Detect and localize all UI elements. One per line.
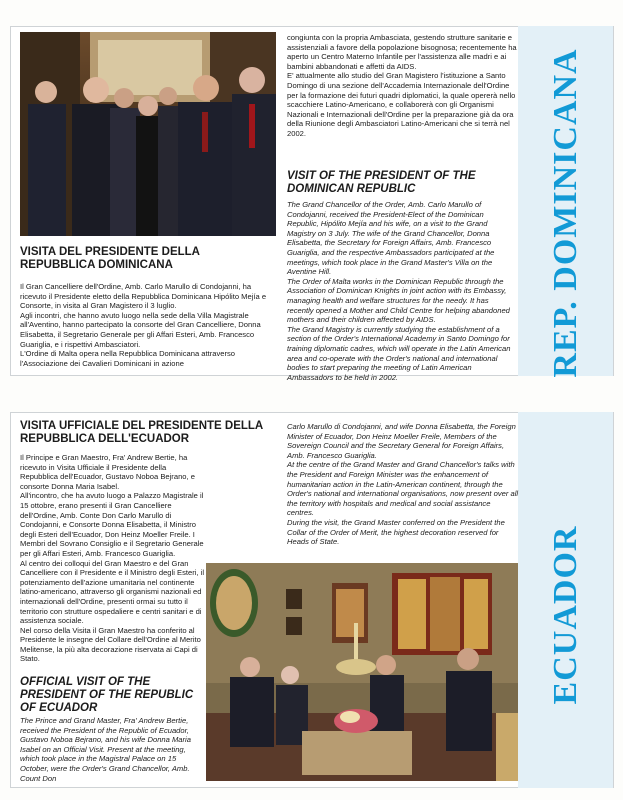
- paragraph: The Order of Malta works in the Dominican Republic through the Association of Dominican Knights in joint action with its Embassy, managing health and welfare structures for the needy. It has recently opened a Mother and Child Centre for helping abandoned mothers and their children affected by AIDS.: [287, 276, 510, 325]
- paragraph: The Grand Magistry is currently studying the establishment of a section of the Order's International Academy in Santo Domingo for training diplomatic cadres, which will operate in the Latin American area and co-operate with the Order's national and international bodies to start preparing the meeting of Latin American Ambassadors to be held in 2002.: [287, 324, 511, 382]
- paragraph: The Prince and Grand Master, Fra' Andrew Bertie, received the President of the Republic of Ecuador, Gustavo Noboa Bejrano, and his wife Donna Maria Isabel on an Official Visit. Present at the meeting, which took place in the Magistral Palace on 15 October, were the Order's Grand Chancellor, Amb. Count Don: [20, 716, 191, 783]
- paragraph: All'incontro, che ha avuto luogo a Palazzo Magistrale il 15 ottobre, erano presenti il Gran Cancelliere dell'Ordine, Amb. Conte Don Carlo Marullo di Condojanni, e Consorte Donna Elisabetta, il Ministro degli Esteri dell'Ecuador, Don Heinz Moeller Freile. I Membri del Sovrano Consiglio e il Segretario Generale per gli Affari Esteri, Amb. Francesco Guariglia.: [20, 491, 204, 558]
- dominican-english-title: VISIT OF THE PRESIDENT OF THE DOMINICAN REPUBLIC: [287, 170, 476, 195]
- ecuador-meeting-photo: [206, 563, 518, 781]
- ecuador-italian-title: VISITA UFFICIALE DEL PRESIDENTE DELLA REPUBBLICA DELL'ECUADOR: [20, 420, 263, 445]
- ecuador-english-body: [20, 716, 204, 783]
- paragraph: L'Ordine di Malta opera nella Repubblica Dominicana attraverso l'Associazione dei Cavalieri Dominicani in azione: [20, 349, 236, 368]
- paragraph: During the visit, the Grand Master conferred on the President the Collar of the Order of Merit, the highest decoration reserved for Heads of State.: [287, 517, 505, 547]
- dominican-italian-continued: [287, 33, 517, 139]
- paragraph: Carlo Marullo di Condojanni, and wife Donna Elisabetta, the Foreign Minister of Ecuador, Don Heinz Moeller Freile, Members of the Sovereign Council and the Secretary General for Foreign Affairs, Amb. Francesco Guariglia.: [287, 422, 516, 460]
- dominican-english-body: [287, 200, 517, 382]
- dominican-italian-title: VISITA DEL PRESIDENTE DELLA REPUBBLICA DOMINICANA: [20, 246, 200, 271]
- paragraph: Nel corso della Visita il Gran Maestro ha conferito al Presidente le insegne del Collare dell'Ordine al Merito Melitense, la più alta decorazione riservata ai Capi di Stato.: [20, 625, 201, 664]
- dominican-group-photo: [20, 32, 276, 236]
- paragraph: Il Gran Cancelliere dell'Ordine, Amb. Carlo Marullo di Condojanni, ha ricevuto il Presidente eletto della Repubblica Dominicana Hipólito Mejía e Consorte, in visita al Gran Magistero il 3 luglio.: [20, 282, 267, 311]
- paragraph: The Grand Chancellor of the Order, Amb. Carlo Marullo of Condojanni, received the President-Elect of the Dominican Republic, Hipólito Mejía and his wife, on a visit to the Grand Magistry on 3 July. The wife of the Grand Chancellor, Donna Elisabetta, the Secretary for Foreign Affairs, Amb. Francesco Guariglia, and the respective Ambassadors participated at the meetings, which took place in the Grand Master's Villa on the Aventine Hill.: [287, 200, 495, 277]
- ecuador-english-title: OFFICIAL VISIT OF THE PRESIDENT OF THE REPUBLIC OF ECUADOR: [20, 676, 194, 714]
- paragraph: E' attualmente allo studio del Gran Magistero l'istituzione a Santo Domingo di una sezione dell'Accademia Internazionale dell'Ordine per la formazione dei futuri quadri diplomatici, la quale opererà nello scacchiere Latino-Americano, e collaborerà con gli Organismi Nazionali e Internazionali dell'Ordine per la preparazione già da ora della Riunione degli Ambasciatori Latino-Americani che si terrà nel 2002.: [287, 71, 516, 138]
- paragraph: Agli incontri, che hanno avuto luogo nella sede della Villa Magistrale all'Aventino, hanno partecipato la consorte del Gran Cancelliere, Donna Elisabetta, il Segretario Generale per gli Affari Esteri, Amb. Francesco Guariglia, e i rispettivi Ambasciatori.: [20, 310, 261, 349]
- ecuador-side-label: ECUADOR: [546, 525, 584, 705]
- paragraph: At the centre of the Grand Master and Grand Chancellor's talks with the President and Foreign Minister was the enhancement of humanitarian action in the Latin-American continent, through the Order's national and international organisations, now present over all the territory with hospitals and medical and social assistance centres.: [287, 460, 519, 518]
- ecuador-side-band: [518, 412, 613, 788]
- ecuador-english-continued: [287, 422, 519, 547]
- ecuador-italian-body: [20, 453, 204, 664]
- paragraph: congiunta con la propria Ambasciata, gestendo strutture sanitarie e assistenziali a favore della popolazione bisognosa; recentemente ha aperto un Centro Materno Infantile per l'assistenza alle madri e ai bambini abbandonati e affetti da AIDS.: [287, 33, 517, 71]
- paragraph: Il Principe e Gran Maestro, Fra' Andrew Bertie, ha ricevuto in Visita Ufficiale il Presidente della Repubblica dell'Ecuador, Gustavo Noboa Bejrano, e consorte Donna Maria Isabel.: [20, 453, 195, 491]
- paragraph: Al centro dei colloqui del Gran Maestro e del Gran Cancelliere con il Presidente e il Ministro degli Esteri, il potenziamento dell'azione umanitaria nel continente latino-americano, attraverso gli organismi nazionali ed internazionali dell'Ordine, presenti ormai su tutto il territorio con strutture ospedaliere e centri sanitari e di assistenza sociale.: [20, 558, 205, 626]
- dominican-side-label: REP. DOMINICANA: [546, 48, 584, 378]
- dominican-side-band: [518, 26, 613, 376]
- dominican-italian-body: [20, 282, 276, 368]
